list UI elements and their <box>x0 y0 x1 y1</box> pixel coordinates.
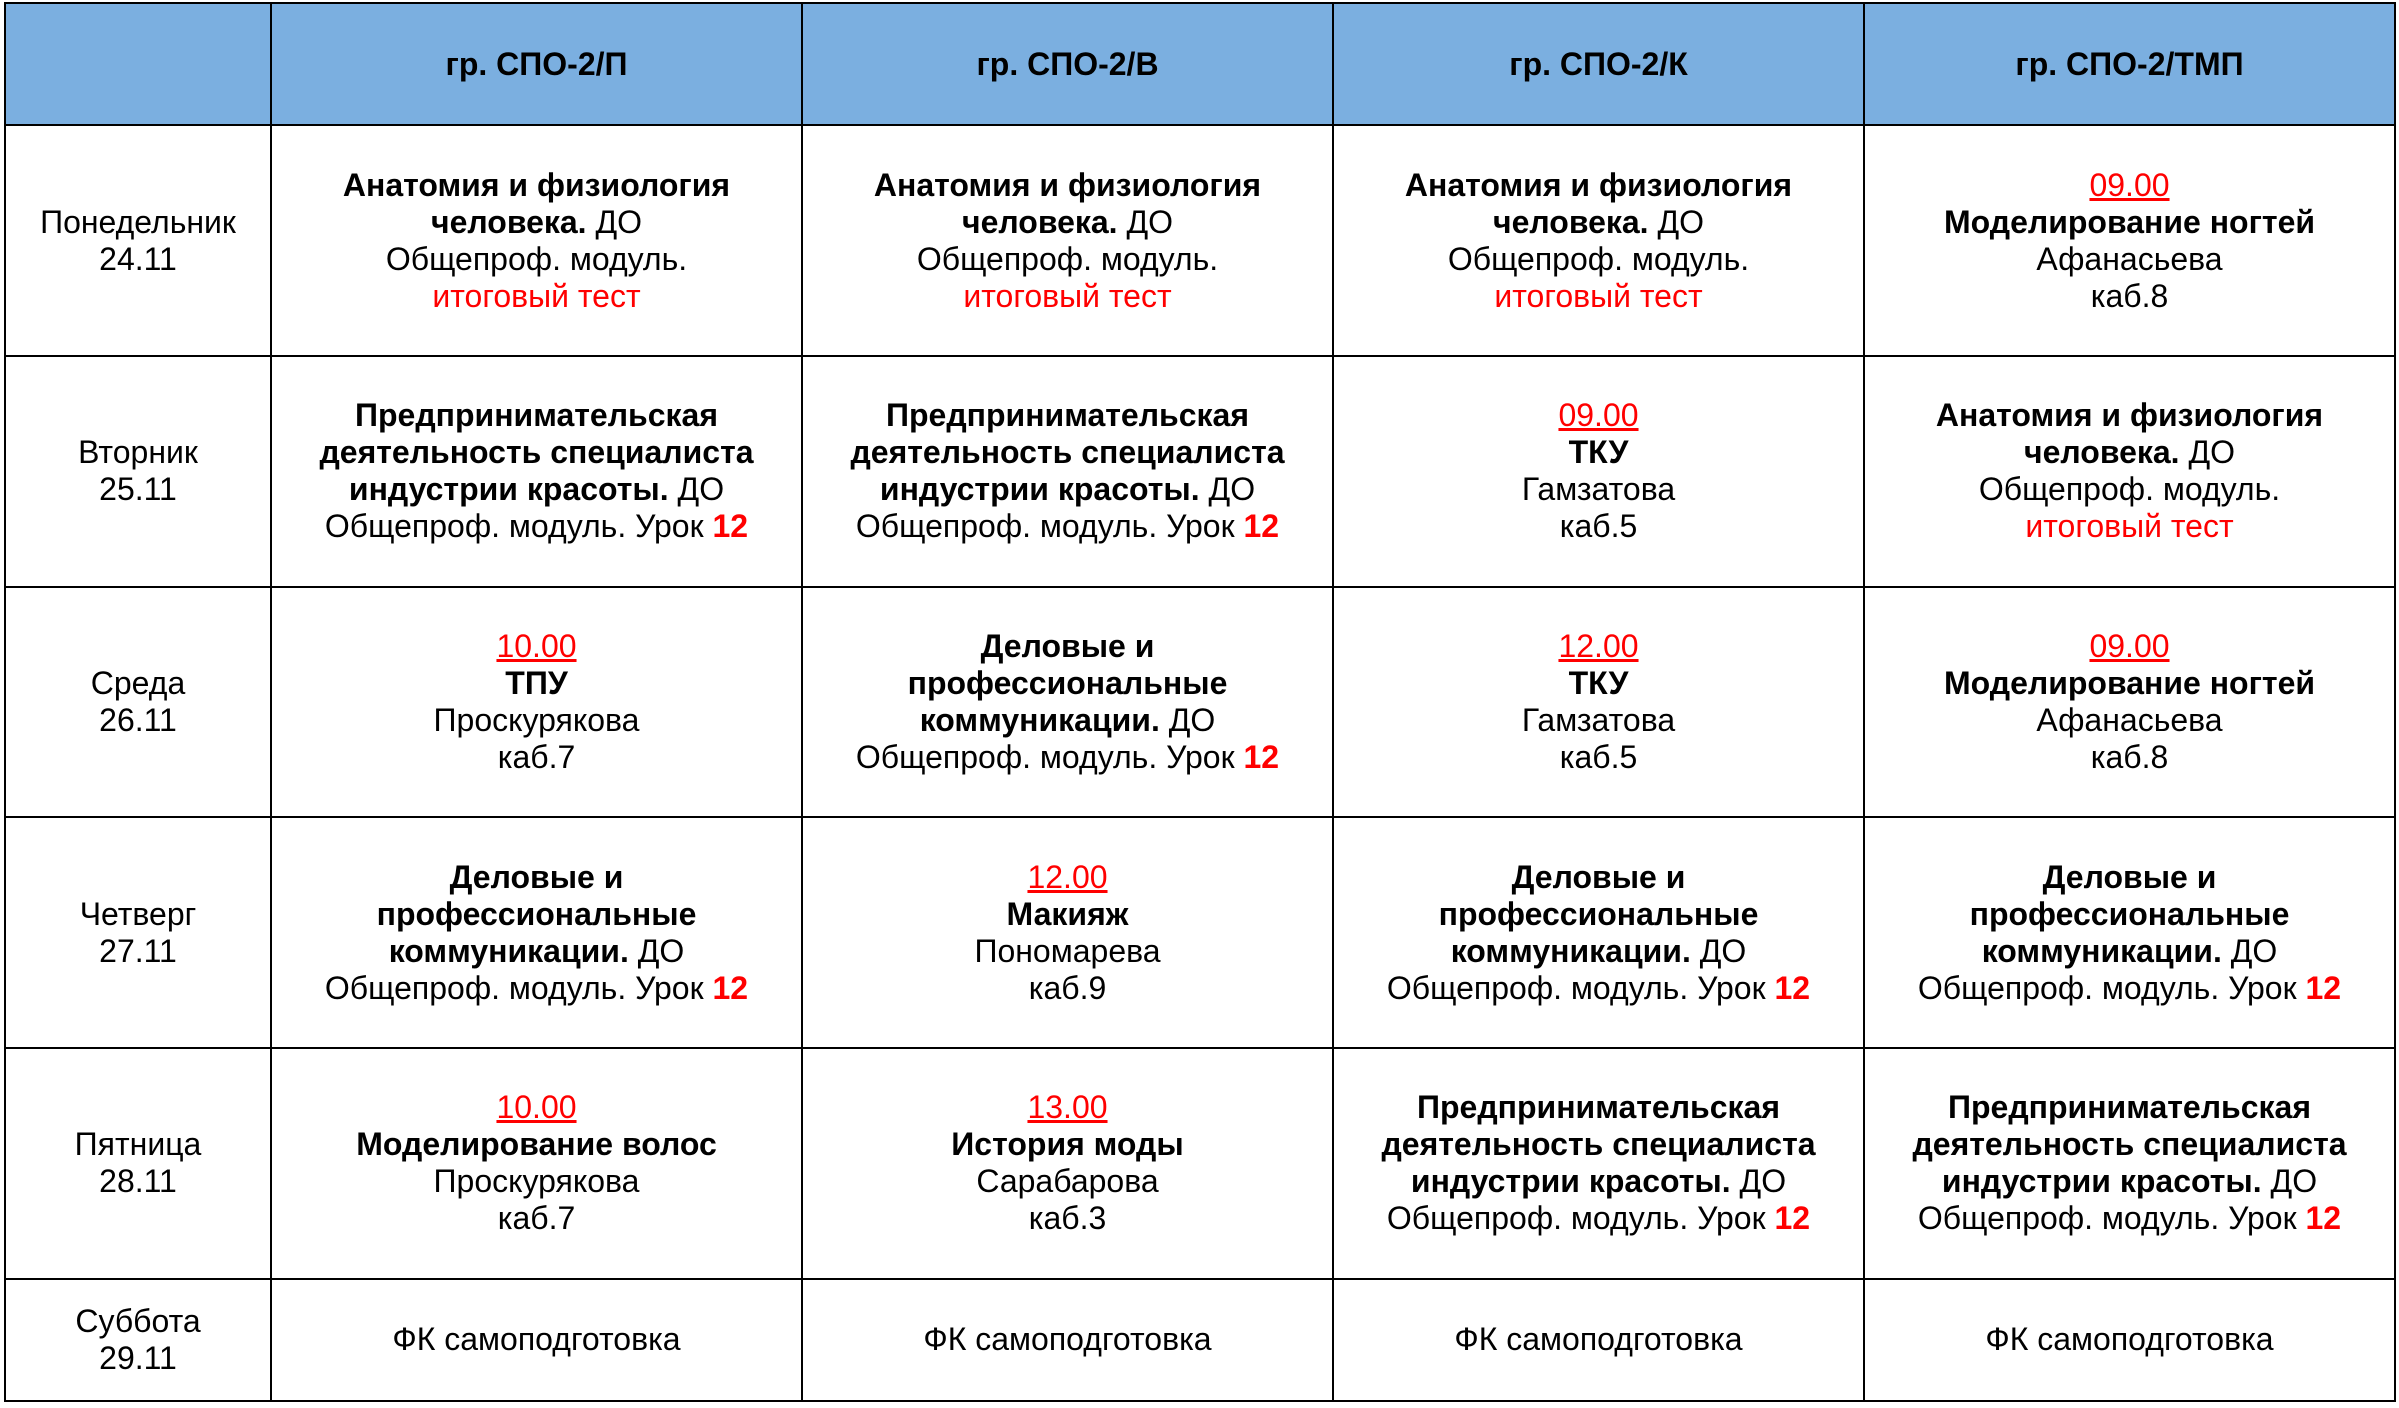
lesson-cell <box>271 817 802 1048</box>
room-label: каб.9 <box>1028 969 1107 1006</box>
lesson-cell <box>802 817 1333 1048</box>
lesson-cell <box>1864 1048 2395 1279</box>
group-header-k: гр. СПО-2/К <box>1333 3 1864 125</box>
day-name: Суббота <box>75 1302 201 1339</box>
day-cell <box>5 817 271 1048</box>
module-label: Общепроф. модуль. <box>916 240 1219 277</box>
format-label: ДО <box>628 932 685 969</box>
lesson-time: 13.00 <box>1027 1089 1108 1126</box>
self-study-label: ФК самоподготовка <box>1985 1321 2274 1358</box>
group-header-p: гр. СПО-2/П <box>271 3 802 125</box>
room-label: каб.7 <box>497 738 576 775</box>
module-label: Общепроф. модуль. <box>1447 240 1750 277</box>
subject-line: индустрии красоты. <box>1410 1163 1731 1200</box>
lesson-cell <box>802 587 1333 818</box>
day-date: 26.11 <box>99 701 177 738</box>
module-label: Общепроф. модуль. Урок <box>324 508 713 545</box>
lesson-number: 12 <box>1243 738 1280 775</box>
teacher-name: Пономарева <box>974 932 1161 969</box>
day-name: Пятница <box>74 1126 202 1163</box>
lesson-cell <box>1864 587 2395 818</box>
lesson-cell <box>802 1279 1333 1401</box>
subject-line: человека. <box>430 203 587 240</box>
subject-line: Предпринимательская <box>1417 1089 1780 1126</box>
final-test-label: итоговый тест <box>432 277 641 314</box>
subject-line: профессиональные <box>907 664 1228 701</box>
teacher-name: Афанасьева <box>2036 701 2223 738</box>
group-header-tmp: гр. СПО-2/ТМП <box>1864 3 2395 125</box>
subject-line: профессиональные <box>1438 895 1759 932</box>
subject-line: Деловые и <box>980 627 1155 664</box>
subject-line: индустрии красоты. <box>1941 1163 2262 1200</box>
subject-line: Деловые и <box>449 858 624 895</box>
module-label: Общепроф. модуль. Урок <box>1386 969 1775 1006</box>
module-label: Общепроф. модуль. Урок <box>855 508 1244 545</box>
format-label: ДО <box>2221 932 2278 969</box>
lesson-time: 09.00 <box>1558 397 1639 434</box>
subject-line: ТПУ <box>505 664 568 701</box>
subject-line: Предпринимательская <box>355 397 718 434</box>
final-test-label: итоговый тест <box>2025 508 2234 545</box>
header-row <box>5 3 2395 125</box>
day-cell <box>5 1048 271 1279</box>
format-label: ДО <box>1117 203 1174 240</box>
schedule-table <box>4 2 2396 1402</box>
teacher-name: Проскурякова <box>433 701 640 738</box>
lesson-time: 12.00 <box>1027 858 1108 895</box>
teacher-name: Гамзатова <box>1521 471 1676 508</box>
subject-line: индустрии красоты. <box>879 471 1200 508</box>
format-label: ДО <box>668 471 725 508</box>
corner-cell <box>5 3 271 125</box>
lesson-number: 12 <box>1774 969 1811 1006</box>
subject-line: Анатомия и физиология <box>873 166 1262 203</box>
lesson-cell <box>1864 1279 2395 1401</box>
format-label: ДО <box>1730 1163 1787 1200</box>
subject-line: индустрии красоты. <box>348 471 669 508</box>
format-label: ДО <box>1690 932 1747 969</box>
subject-line: Предпринимательская <box>1948 1089 2311 1126</box>
subject-line: История моды <box>951 1126 1184 1163</box>
lesson-cell <box>1864 125 2395 356</box>
day-date: 27.11 <box>99 932 177 969</box>
lesson-number: 12 <box>2305 969 2342 1006</box>
lesson-cell <box>1333 1279 1864 1401</box>
subject-line: деятельность специалиста <box>1381 1126 1816 1163</box>
format-label: ДО <box>1648 203 1705 240</box>
module-label: Общепроф. модуль. Урок <box>1917 1200 2306 1237</box>
format-label: ДО <box>1159 701 1216 738</box>
day-date: 29.11 <box>99 1339 177 1376</box>
day-date: 25.11 <box>99 471 177 508</box>
self-study-label: ФК самоподготовка <box>392 1321 681 1358</box>
lesson-cell <box>1864 817 2395 1048</box>
module-label: Общепроф. модуль. Урок <box>324 969 713 1006</box>
format-label: ДО <box>586 203 643 240</box>
subject-line: Макияж <box>1006 895 1129 932</box>
day-cell <box>5 125 271 356</box>
subject-line: Моделирование ногтей <box>1943 203 2316 240</box>
lesson-cell <box>802 125 1333 356</box>
subject-line: коммуникации. <box>388 932 629 969</box>
subject-line: человека. <box>961 203 1118 240</box>
subject-line: ТКУ <box>1568 434 1629 471</box>
lesson-cell <box>802 356 1333 587</box>
lesson-time: 10.00 <box>496 1089 577 1126</box>
table-row <box>5 356 2395 587</box>
lesson-time: 09.00 <box>2089 627 2170 664</box>
day-cell <box>5 587 271 818</box>
day-name: Четверг <box>79 895 197 932</box>
lesson-number: 12 <box>712 508 749 545</box>
room-label: каб.8 <box>2090 738 2169 775</box>
room-label: каб.7 <box>497 1200 576 1237</box>
lesson-number: 12 <box>712 969 749 1006</box>
teacher-name: Афанасьева <box>2036 240 2223 277</box>
day-name: Среда <box>90 664 186 701</box>
teacher-name: Сарабарова <box>976 1163 1159 1200</box>
subject-line: деятельность специалиста <box>319 434 754 471</box>
room-label: каб.5 <box>1559 738 1638 775</box>
lesson-cell <box>1333 1048 1864 1279</box>
table-row <box>5 1048 2395 1279</box>
module-label: Общепроф. модуль. Урок <box>1386 1200 1775 1237</box>
subject-line: Деловые и <box>2042 858 2217 895</box>
day-cell <box>5 1279 271 1401</box>
lesson-cell <box>271 587 802 818</box>
final-test-label: итоговый тест <box>963 277 1172 314</box>
table-row <box>5 587 2395 818</box>
subject-line: Анатомия и физиология <box>1404 166 1793 203</box>
table-row <box>5 817 2395 1048</box>
format-label: ДО <box>2261 1163 2318 1200</box>
subject-line: Моделирование ногтей <box>1943 664 2316 701</box>
lesson-cell <box>1864 356 2395 587</box>
format-label: ДО <box>2179 434 2236 471</box>
lesson-cell <box>802 1048 1333 1279</box>
subject-line: Предпринимательская <box>886 397 1249 434</box>
subject-line: Анатомия и физиология <box>342 166 731 203</box>
subject-line: Деловые и <box>1511 858 1686 895</box>
subject-line: коммуникации. <box>919 701 1160 738</box>
subject-line: профессиональные <box>1969 895 2290 932</box>
lesson-cell <box>1333 817 1864 1048</box>
day-date: 24.11 <box>99 240 177 277</box>
lesson-time: 12.00 <box>1558 627 1639 664</box>
module-label: Общепроф. модуль. Урок <box>1917 969 2306 1006</box>
lesson-number: 12 <box>2305 1200 2342 1237</box>
lesson-number: 12 <box>1243 508 1280 545</box>
module-label: Общепроф. модуль. <box>385 240 688 277</box>
subject-line: коммуникации. <box>1981 932 2222 969</box>
module-label: Общепроф. модуль. <box>1978 471 2281 508</box>
lesson-cell <box>1333 587 1864 818</box>
room-label: каб.3 <box>1028 1200 1107 1237</box>
day-name: Вторник <box>78 434 198 471</box>
module-label: Общепроф. модуль. Урок <box>855 738 1244 775</box>
subject-line: деятельность специалиста <box>850 434 1285 471</box>
room-label: каб.5 <box>1559 508 1638 545</box>
subject-line: коммуникации. <box>1450 932 1691 969</box>
lesson-cell <box>271 125 802 356</box>
subject-line: Моделирование волос <box>356 1126 717 1163</box>
teacher-name: Гамзатова <box>1521 701 1676 738</box>
lesson-time: 09.00 <box>2089 166 2170 203</box>
subject-line: человека. <box>2023 434 2180 471</box>
lesson-cell <box>271 1048 802 1279</box>
subject-line: Анатомия и физиология <box>1935 397 2324 434</box>
day-cell <box>5 356 271 587</box>
subject-line: ТКУ <box>1568 664 1629 701</box>
day-name: Понедельник <box>40 203 236 240</box>
lesson-time: 10.00 <box>496 627 577 664</box>
group-header-v: гр. СПО-2/В <box>802 3 1333 125</box>
subject-line: деятельность специалиста <box>1912 1126 2347 1163</box>
self-study-label: ФК самоподготовка <box>923 1321 1212 1358</box>
lesson-cell <box>1333 356 1864 587</box>
subject-line: человека. <box>1492 203 1649 240</box>
day-date: 28.11 <box>99 1163 177 1200</box>
teacher-name: Проскурякова <box>433 1163 640 1200</box>
lesson-cell <box>271 1279 802 1401</box>
table-row <box>5 1279 2395 1401</box>
lesson-cell <box>1333 125 1864 356</box>
table-row <box>5 125 2395 356</box>
lesson-number: 12 <box>1774 1200 1811 1237</box>
lesson-cell <box>271 356 802 587</box>
room-label: каб.8 <box>2090 277 2169 314</box>
final-test-label: итоговый тест <box>1494 277 1703 314</box>
self-study-label: ФК самоподготовка <box>1454 1321 1743 1358</box>
format-label: ДО <box>1199 471 1256 508</box>
subject-line: профессиональные <box>376 895 697 932</box>
